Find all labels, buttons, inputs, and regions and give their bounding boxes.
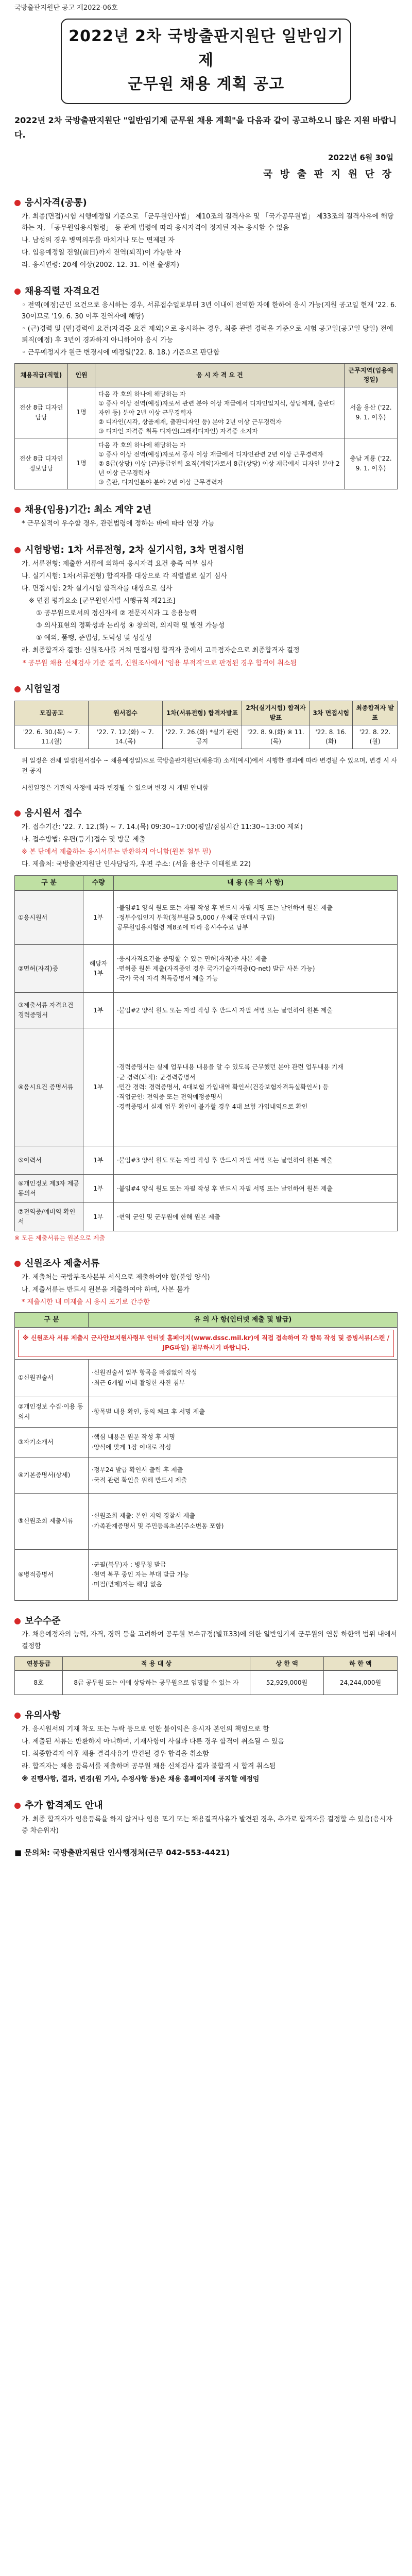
documents-footnote: ※ 모든 제출서류는 원본으로 제출 (14, 1234, 106, 1242)
title-box (61, 19, 351, 104)
table-row: 전산 8급 디자인정보담당 1명 다음 각 호의 하나에 해당하는 자 ① 중사 이상 전역(예정)자로서 중사 이상 재급에서 디자인관련 2년 이상 근무경력자 ② 8급(상당) 이상 (근)등급인력 요직(계약)자로서 8급(상당) 이상 재급에서 디자인 분야 2년 이상 근무경력자 ③ 출판, 디지인분야 분야 2년 이상 근무경력자 충남 계룡 ('22. 9. 1. 이후) (15, 438, 398, 489)
salary-table: 연봉등급 적 용 대 상 상 한 액 하 한 액 8호 8급 공무원 또는 이에 상당하는 공무원으로 임명할 수 있는 자 52,929,000원 24,244,000원 (14, 1656, 398, 1696)
table-row: ③제출서류 자격요건 경력증명서 1부 ·붙임#2 양식 원도 또는 자필 작성 후 반드시 자필 서명 또는 날인하여 원본 제출 (15, 993, 398, 1028)
section-title: 시험일정 (14, 682, 398, 697)
section-title: 시험방법: 1차 서류전형, 2차 실기시험, 3차 면접시험 (14, 543, 398, 557)
red-dot-icon (14, 289, 21, 295)
table-row: ⑥병적증명서 ·군필(복무)자 : 병무청 발급 ·현역 복무 중인 자는 부대 발급 가능 ·미필(면제)자는 해당 없음 (15, 1549, 398, 1600)
section-additional-pass (14, 1799, 398, 1837)
notice-date: 2022년 6월 30일 (328, 153, 393, 163)
contact-info: ■ 문의처: 국방출판지원단 인사행정처(근무 042-553-4421) (14, 1848, 230, 1857)
table-row: ④기본증명서(상세) ·정부24 발급 확인서 출력 후 제출 ·국적 관련 확인을 위해 반드시 제출 (15, 1458, 398, 1493)
section-body: 가. 최종(면접)시험 시행예정일 기준으로 「군무원인사법」 제10조의 결격사유 및 「국가공무원법」 제33조의 결격사유에 해당하는 자, 「공무원임용시험령」 등 관계 법령에 따라 응시자격이 정지된 자는 응시할 수 없음 나. 남성의 경우 병역의무를 마치거나 또는 면제된 자 다. 임용예정일 전일(前日)까지 전역(퇴직)이 가능한 자 라. 응시연령: 20세 이상(2002. 12. 31. 이전 출생자) (22, 212, 394, 269)
table-row: ①응시원서 1부 ·붙임#1 양식 원도 또는 자필 작성 후 반드시 자필 서명 또는 날인하여 원본 제출 ·정부수입인지 부착(청부원금 5,000 / 우체국 판매시 구입) 공무원임용시험령 제8조에 따라 응시수수료 납부 (15, 891, 398, 945)
section-body: 가. 서류전형: 제출한 서류에 의하여 응시자격 요건 충족 여부 심사 나. 실기시험: 1차(서류전형) 합격자를 대상으로 각 직렬별로 실기 심사 다. 면접시험: 2차 실기시험 합격자를 대상으로 심사 ※ 면접 평가요소 [군무원인사법 시행규칙 제21조] ① 공무원으로서의 정신자세 ② 전문지식과 그 응용능력 ③ 의사표현의 정확성과 논리성 ④ 창의력, 의지력 및 발전 가능성 ⑤ 예의, 품행, 준법성, 도덕성 및 성실성 라. 최종합격자 결정: 신원조사를 거쳐 면접시험 합격자 중에서 고득점자순으로 최종합격자 결정 (22, 560, 300, 655)
section-period (14, 503, 398, 530)
qualification-table: 채용직급(직렬) 인원 응 시 자 격 요 건 근무지역(임용예정일) 전산 8급 디자인담당 1명 다음 각 호의 하나에 해당하는 자 ① 중사 이상 전역(예정)자로서 관련 분야 이상 재급에서 디자인일지식, 상담제재, 출판디자인 등) 분야 2년 이상 근무경력자 ② 디자인(시각, 상품제재, 출판디자인 등) 분야 2년 이상 근무경력자 ③ 디자인 자격증 취득 디자인(그래픽디자인) 자격증 소지자 서울 용산 ('22. 9. 1. 이후) 전산 8급 디자인정보담당 1명 다음 각 호의 하나에 해당하는 자 ① 중사 이상 전역(예정)자로서 중사 이상 재급에서 디자인관련 2년 이상 근무경력자 ② 8급(상당) 이상 (근)등급인력 요직(계약)자로서 8급(상당) 이상 재급에서 디자인 분야 2년 이상 근무경력자 ③ 출판, 디지인분야 분야 2년 이상 근무경력자 충남 계룡 ('22. 9. 1. 이후) (14, 363, 398, 489)
section-title: 응시원서 접수 (14, 806, 398, 821)
table-row: ③자기소개서 ·핵심 내용은 원문 작성 후 서명 ·양식에 맞게 1장 이내로 작성 (15, 1427, 398, 1458)
section-title: 신원조사 제출서류 (14, 1257, 398, 1271)
background-check-table: 구 분 유 의 사 항(인터넷 제출 및 발급) ※ 신원조사 서류 제출시 군사안보지원사령부 인터넷 홈페이지(www.dssc.mil.kr)에 직접 접속하여 각 항목 작성 및 증빙서류(스캔 / JPG파일) 첨부하시기 바랍니다. ①신원진술서 ·신원진술서 일부 항목을 빠짐없이 작성 ·최근 6개월 이내 촬영한 사진 첨부 ②개인정보 수집·이용 동의서 ·항목별 내용 확인, 동의 체크 후 서명 제출 ③자기소개서 ·핵심 내용은 원문 작성 후 서명 ·양식에 맞게 1장 이내로 작성 ④기본증명서(상세) ·정부24 발급 확인서 출력 후 제출 ·국적 관련 확인을 위해 반드시 제출 ⑤신원조회 제출서류 ·신원조회 제출: 본인 지역 경찰서 제출 ·가족관계증명서 및 주민등록초본(주소변동 포함) ⑥병적증명서 ·군필(복무)자 : 병무청 발급 ·현역 복무 중인 자는 부대 발급 가능 ·미필(면제)자는 해당 없음 (14, 1312, 398, 1601)
agency-name: 국 방 출 판 지 원 단 장 (263, 168, 393, 180)
table-row: ④응시요건 증명서류 1부 ·경력증명서는 실제 업무내용 내용을 알 수 있도록 근무했던 분야 관련 업무내용 기재 ·군 경력(퇴직): 군경력증명서 ·민간 경력: 경력증명서, 4대보험 가입내역 확인서(건강보험자격득실확인서) 등 ·직업군인: 전역증 또는 전역예정증명서 ·경력증명서 실제 업무 확인이 불가할 경우 4대 보험 가입내역으로 확인 (15, 1028, 398, 1146)
red-dot-icon (14, 810, 21, 817)
section-exam-method (14, 543, 398, 669)
red-dot-icon (14, 686, 21, 692)
section-requirements (14, 284, 398, 489)
section-title: 응시자격(공통) (14, 196, 398, 210)
red-dot-icon (14, 1618, 21, 1624)
section-title: 채용직렬 자격요건 (14, 284, 398, 299)
red-dot-icon (14, 547, 21, 553)
section-body: * 근무실적이 우수할 경우, 관련법령에 정하는 바에 따라 연장 가능 (22, 519, 215, 528)
section-eligibility (14, 196, 398, 271)
section-background-check (14, 1257, 398, 1601)
section-body: ◦ 전역(예정)군인 요건으로 응시하는 경우, 서류접수일로부터 3년 이내에 전역한 자에 한하여 응시 가능(지원 공고일 현재 '22. 6. 30이므로 '19. 6. 30 이후 전역자에 해당) ◦ (근)경력 및 (민)경력에 요건(자격증 요건 제외)으로 응시하는 경우, 최종 관련 경력을 기준으로 시험 공고일(공고일 당일) 전에 퇴직(예정) 후 3년이 경과하지 아니하여야 응시 가능 ◦ 근무예정지가 원근 변경시에 예정일('22. 8. 18.) 기준으로 판단함 (22, 301, 397, 357)
section-schedule (14, 682, 398, 792)
section-body: 가. 채용예정자의 능력, 자격, 경력 등을 고려하여 공무원 보수규정(별표33)에 의한 일반임기제 군무원의 연봉 하한액 범위 내에서 결정함 (22, 1631, 397, 1650)
red-dot-icon (14, 1261, 21, 1267)
title-line-1: 2022년 2차 국방출판지원단 일반임기제 (68, 27, 344, 70)
section-application (14, 806, 398, 870)
warning-note: * 공무원 채용 신체검사 기준 결격, 신원조사에서 '임용 부적격'으로 판정된 경우 합격이 취소됨 (23, 659, 297, 668)
documents-table: 구 분 수량 내 용 (유 의 사 항) ①응시원서 1부 ·붙임#1 양식 원도 또는 자필 작성 후 반드시 자필 서명 또는 날인하여 원본 제출 ·정부수입인지 부착(청부원금 5,000 / 우체국 판매시 구입) 공무원임용시험령 제8조에 따라 응시수수료 납부 ②면허(자격)증 해당자 1부 ·응시자격요건을 증명할 수 있는 면허(자격)증 사본 제출 ·면허증 원본 제출(자격증인 경우 국가기술자격증(Q-net) 발급 사본 가능) ·국가 국적 자격 취득증명서 제출 가능 ③제출서류 자격요건 경력증명서 1부 ·붙임#2 양식 원도 또는 자필 작성 후 반드시 자필 서명 또는 날인하여 원본 제출 ④응시요건 증명서류 1부 ·경력증명서는 실제 업무내용 내용을 알 수 있도록 근무했던 분야 관련 업무내용 기재 ·군 경력(퇴직): 군경력증명서 ·민간 경력: 경력증명서, 4대보험 가입내역 확인서(건강보험자격득실확인서) 등 ·직업군인: 전역증 또는 전역예정증명서 ·경력증명서 실제 업무 확인이 불가할 경우 4대 보험 가입내역으로 확인 ⑤이력서 1부 ·붙임#3 양식 원도 또는 자필 작성 후 반드시 자필 서명 또는 날인하여 원본 제출 ⑥개인정보 제3자 제공 동의서 1부 ·붙임#4 양식 원도 또는 자필 작성 후 반드시 자필 서명 또는 날인하여 원본 제출 ⑦전역증/예비역 확인서 1부 ·현역 군인 및 군무원에 한해 원본 제출 (14, 875, 398, 1231)
table-row: ①신원진술서 ·신원진술서 일부 항목을 빠짐없이 작성 ·최근 6개월 이내 촬영한 사진 첨부 (15, 1359, 398, 1397)
table-row: ⑦전역증/예비역 확인서 1부 ·현역 군인 및 군무원에 한해 원본 제출 (15, 1203, 398, 1231)
table-row (15, 1328, 398, 1359)
section-body: 가. 접수기간: '22. 7. 12.(화) ~ 7. 14.(목) 09:30~17:00(평일/점심시간 11:30~13:00 제외) 나. 접수방법: 우편(등기)접수 및 방문 제출 ※ 본 단에서 제출하는 응시서류는 반환하지 아니함(원본 첨부 필) 다. 제출처: 국방출판지원단 인사담당자, 우편 주소: (서울 용산구 이태원로 22) (22, 823, 303, 869)
section-title: 유의사항 (14, 1708, 398, 1723)
intro-text: 2022년 2차 국방출판지원단 "일반임기제 군무원 채용 계획"을 다음과 같이 공고하오니 많은 지원 바랍니다. (14, 115, 397, 140)
section-cautions (14, 1708, 398, 1785)
section-body: 가. 제출처는 국방부조사본부 서식으로 제출하여야 함(붙임 양식) 나. 제출서류는 반드시 원본을 제출하여야 하며, 사본 불가 * 제출시한 내 미제출 시 응시 포기로 간주함 (22, 1273, 210, 1306)
table-row: ⑤이력서 1부 ·붙임#3 양식 원도 또는 자필 작성 후 반드시 자필 서명 또는 날인하여 원본 제출 (15, 1146, 398, 1175)
schedule-notes: 위 일정은 전체 일정(원서접수 ~ 채용예정일)으로 국방출판지원단(채용대) 소재(예시)에서 시행한 결과에 따라 변경될 수 있으며, 변경 시 사전 공지 시험일정은 기관의 사정에 따라 변경될 수 있으며 변경 시 개별 안내함 (22, 756, 397, 791)
schedule-table: 모집공고 원서접수 1차(서류전형) 합격자발표 2차(실기시험) 합격자발표 3차 면접시험 최종합격자 발표 '22. 6. 30.(목) ~ 7. 11.(월) '22. 7. 12.(화) ~ 7. 14.(목) '22. 7. 26.(화) *실기 관련 공지 '22. 8. 9.(화) ※ 11.(목) '22. 8. 16.(화) '22. 8. 22.(월) (14, 701, 398, 749)
section-body: 가. 응시원서의 기재 착오 또는 누락 등으로 인한 불이익은 응시자 본인의 책임으로 함 나. 제출된 서류는 반환하지 아니하며, 기재사항이 사실과 다른 경우 합격이 취소될 수 있음 다. 최종합격자 이후 채용 결격사유가 발견될 경우 합격을 취소함 라. 합격자는 채용 등록서를 제출하며 공무원 채용 신체검사 결과 불합격 시 합격 취소됨 ※ 진행사항, 결과, 변경(원 기사, 수정사항 등)은 채용 홈페이지에 공지할 예정임 (22, 1725, 284, 1783)
section-salary (14, 1614, 398, 1696)
red-dot-icon (14, 1713, 21, 1719)
red-dot-icon (14, 507, 21, 513)
section-title: 보수수준 (14, 1614, 398, 1629)
table-row: 8호 8급 공무원 또는 이에 상당하는 공무원으로 임명할 수 있는 자 52,929,000원 24,244,000원 (15, 1671, 398, 1695)
website-banner: ※ 신원조사 서류 제출시 군사안보지원사령부 인터넷 홈페이지(www.dssc.mil.kr)에 직접 접속하여 각 항목 작성 및 증빙서류(스캔 / JPG파일) 첨부하시기 바랍니다. (18, 1330, 394, 1357)
table-row: ⑥개인정보 제3자 제공 동의서 1부 ·붙임#4 양식 원도 또는 자필 작성 후 반드시 자필 서명 또는 날인하여 원본 제출 (15, 1175, 398, 1203)
section-body: 가. 최종 합격자가 임용등록을 하지 않거나 임용 포기 또는 채용결격사유가 발견된 경우, 추가로 합격자를 결정할 수 있음(응시자 중 차순위자) (22, 1815, 392, 1835)
table-row: '22. 6. 30.(목) ~ 7. 11.(월) '22. 7. 12.(화) ~ 7. 14.(목) '22. 7. 26.(화) *실기 관련 공지 '22. 8. 9.(화) ※ 11.(목) '22. 8. 16.(화) '22. 8. 22.(월) (15, 725, 398, 749)
table-row: ②면허(자격)증 해당자 1부 ·응시자격요건을 증명할 수 있는 면허(자격)증 사본 제출 ·면허증 원본 제출(자격증인 경우 국가기술자격증(Q-net) 발급 사본 가능) ·국가 국적 자격 취득증명서 제출 가능 (15, 945, 398, 993)
red-dot-icon (14, 200, 21, 206)
table-row: 전산 8급 디자인담당 1명 다음 각 호의 하나에 해당하는 자 ① 중사 이상 전역(예정)자로서 관련 분야 이상 재급에서 디자인일지식, 상담제재, 출판디자인 등) 분야 2년 이상 근무경력자 ② 디자인(시각, 상품제재, 출판디자인 등) 분야 2년 이상 근무경력자 ③ 디자인 자격증 취득 디자인(그래픽디자인) 자격증 소지자 서울 용산 ('22. 9. 1. 이후) (15, 387, 398, 438)
notice-number: 국방출판지원단 공고 제2022-06호 (14, 4, 118, 12)
table-row: ⑤신원조회 제출서류 ·신원조회 제출: 본인 지역 경찰서 제출 ·가족관계증명서 및 주민등록초본(주소변동 포함) (15, 1493, 398, 1549)
section-title: 추가 합격제도 안내 (14, 1799, 398, 1813)
table-row: ②개인정보 수집·이용 동의서 ·항목별 내용 확인, 동의 체크 후 서명 제출 (15, 1397, 398, 1427)
red-dot-icon (14, 1803, 21, 1809)
title-line-2: 군무원 채용 계획 공고 (127, 75, 285, 93)
section-title: 채용(임용)기간: 최소 계약 2년 (14, 503, 398, 517)
